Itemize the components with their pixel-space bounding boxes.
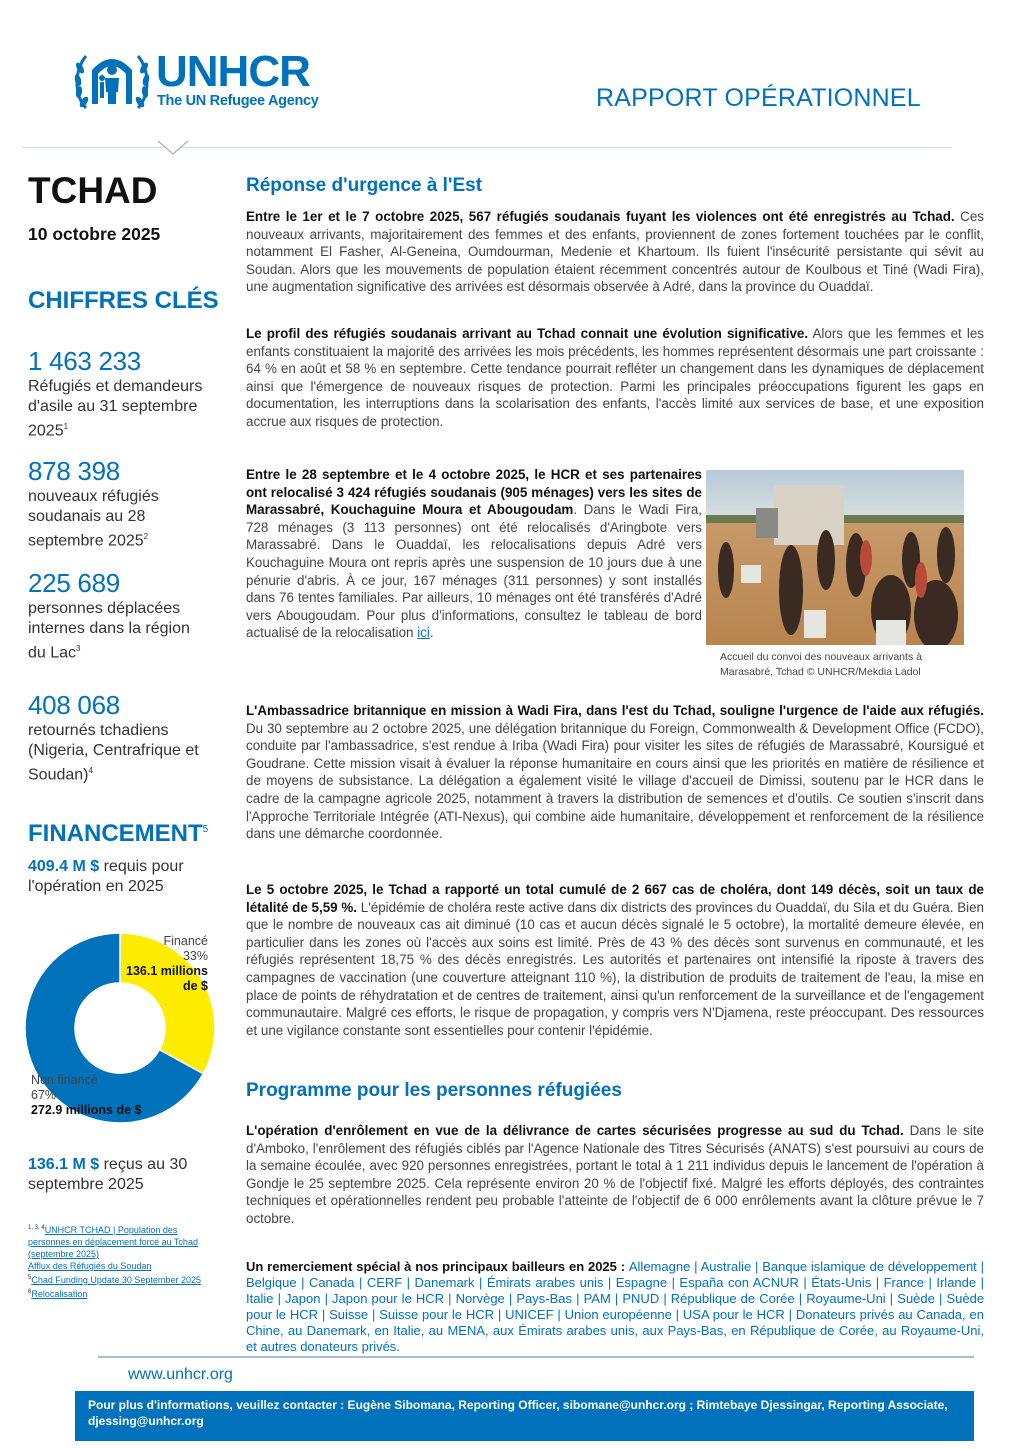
funded-pct: 33%	[182, 949, 208, 963]
donor-separator: |	[659, 1291, 671, 1306]
donor-separator: |	[553, 1307, 565, 1322]
donor-separator: |	[368, 1307, 380, 1322]
donor-name: Pays-Bas	[516, 1291, 572, 1306]
donor-name: Norvège	[455, 1291, 505, 1306]
donor-separator: |	[296, 1275, 309, 1290]
donor-separator: |	[667, 1275, 680, 1290]
donor-name: Belgique	[246, 1275, 297, 1290]
chevron-down-icon	[157, 140, 189, 156]
donor-name: Italie	[246, 1291, 274, 1306]
donor-separator: |	[354, 1275, 367, 1290]
donor-name: Espagne	[615, 1275, 668, 1290]
website-link[interactable]: www.unhcr.org	[128, 1366, 233, 1383]
logo-wordmark: UNHCR	[156, 47, 310, 96]
donor-name: Irlande	[936, 1275, 977, 1290]
donor-name: Suisse pour le HCR	[379, 1307, 495, 1322]
donor-separator: |	[610, 1291, 623, 1306]
section-title-emergency: Réponse d'urgence à l'Est	[246, 175, 483, 196]
donor-name: Donateurs privés au Canada, en Chine, au Danemark, en Italie, au MENA, aux Émirats arabes unis, aux Pays-Bas, en République de Corée, au Royaume-Uni, et autres donateurs privés.	[246, 1307, 984, 1354]
donor-name: Allemagne	[628, 1259, 691, 1274]
key-figure-value: 408 068	[28, 690, 120, 720]
unfunded-label	[31, 1073, 201, 1118]
donor-separator: |	[924, 1275, 937, 1290]
photo-image-icon	[706, 470, 964, 645]
donor-name: PAM	[583, 1291, 611, 1306]
key-figure-returnees	[28, 690, 218, 785]
donor-name: Danemark	[414, 1275, 475, 1290]
donor-separator: |	[402, 1275, 415, 1290]
unfunded-name: Non financé	[31, 1073, 98, 1087]
donor-name: CERF	[366, 1275, 403, 1290]
funding-received: 136.1 M $ reçus au 30 septembre 2025	[28, 1156, 188, 1193]
country-title: TCHAD	[28, 170, 158, 211]
donor-separator: |	[444, 1291, 456, 1306]
donor-name: Royaume-Uni	[806, 1291, 886, 1306]
photo-caption: Accueil du convoi des nouveaux arrivants à Marasabré, Tchad © UNHCR/Mekdia Ladol	[720, 651, 922, 678]
donor-name: Union européenne	[564, 1307, 672, 1322]
logo-tagline: The UN Refugee Agency	[157, 93, 319, 109]
key-figure-desc: Réfugiés et demandeurs d'asile au 31 septembre 2025$^1$	[28, 378, 203, 440]
paragraph-relocation: Entre le 28 septembre et le 4 octobre 2025, le HCR et ses partenaires ont relocalisé 3 424 réfugiés soudanais (905 ménages) vers les sites de Marassabré, Kouchaguine Moura et Abougoudam. Dans le Wadi Fira, 728 ménages (3 113 personnes) ont été relocalisés d'Aringbote vers Marassabré. Dans le Ouaddaï, les relocalisations depuis Adré vers Kouchaguine Moura ont repris après une suspension de 10 jours due à une pénurie d'abris. À ce jour, 167 ménages (311 personnes) y sont installés dans 76 tentes familiales. Par ailleurs, 10 ménages ont été transférés d'Adré vers Abougoudam. Pour plus d'informations, consultez le tableau de bord actualisé de la relocalisation ici.	[246, 467, 703, 641]
key-figure-desc: nouveaux réfugiés soudanais au 28 septembre 2025$^2$	[28, 488, 159, 550]
paragraph-profile: Le profil des réfugiés soudanais arrivant au Tchad connait une évolution significative. Alors que les femmes et les enfants constituaient la majorité des arrivées les mois précédents, les hommes représentent désormais une part croissante : 64 % en août et 58 % en septembre. Cette tendance pourrait refléter un changement dans les dynamiques de déplacement ainsi que l'émergence de nouveaux risques de protection. Parmi les principales préoccupations figurent les gaps en documentation, les interruptions dans la scolarisation des enfants, l'accès limité aux services de base, et une exposition accrue aux risques de protection.	[246, 326, 984, 429]
unfunded-amount: 272.9 millions de $	[31, 1103, 142, 1117]
relocation-dashboard-link[interactable]: ici	[417, 625, 430, 641]
funded-label	[120, 934, 208, 994]
key-figure-new-refugees	[28, 456, 178, 551]
funded-amount: 136.1 millions de $	[126, 964, 208, 993]
donors-acknowledgement: Un remerciement spécial à nos principaux bailleurs en 2025 : Allemagne | Australie | Banque islamique de développement | Belgique | Canada | CERF | Danemark | Émirats arabes unis | Espagne | España con ACNUR | États-Unis | France | Irlande | Italie | Japon | Japon pour le HCR | Norvège | Pays-Bas | PAM | PNUD | République de Corée | Royaume-Uni | Suède | Suède pour le HCR | Suisse | Suisse pour le HCR | UNICEF | Union européenne | USA pour le HCR | Donateurs privés au Canada, en Chine, au Danemark, en Italie, au MENA, aux Émirats arabes unis, aux Pays-Bas, en République de Corée, au Royaume-Uni, et autres donateurs privés.	[246, 1259, 985, 1354]
unhcr-emblem-icon	[72, 48, 152, 116]
donor-name: España con ACNUR	[679, 1275, 799, 1290]
funding-heading: FINANCEMENT$^5$	[28, 820, 209, 847]
donor-separator: |	[603, 1275, 616, 1290]
unfunded-pct: 67%	[31, 1088, 57, 1102]
donor-name: USA pour le HCR	[682, 1307, 785, 1322]
footnotes: $^{1, 3, 4}$UNHCR TCHAD | Population des personnes en déplacement forcé au Tchad (septembre 2025) Afflux des Réfugiés du Soudan $^5$Chad Funding Update 30 September 2025 $^6$Relocalisation	[28, 1225, 201, 1299]
key-figure-desc: retournés tchadiens (Nigeria, Centrafrique et Soudan)$^4$	[28, 722, 199, 784]
donor-separator: |	[320, 1291, 333, 1306]
donor-separator: |	[934, 1291, 947, 1306]
footnote-link-sudan-influx[interactable]: Afflux des Réfugiés du Soudan	[28, 1261, 152, 1271]
donor-separator: |	[794, 1291, 807, 1306]
donor-name: République de Corée	[670, 1291, 795, 1306]
footnote-link-funding-update[interactable]: Chad Funding Update 30 September 2025	[31, 1275, 201, 1285]
donor-separator: |	[474, 1275, 487, 1290]
footnote-link-relocation[interactable]: Relocalisation	[31, 1289, 88, 1299]
report-date: 10 octobre 2025	[28, 224, 161, 244]
key-figure-value: 225 689	[28, 568, 120, 598]
section-title-refugee-programme: Programme pour les personnes réfugiées	[246, 1080, 622, 1101]
key-figures-heading: CHIFFRES CLÉS	[28, 287, 219, 314]
donor-separator: |	[784, 1307, 796, 1322]
paragraph-cholera: Le 5 octobre 2025, le Tchad a rapporté un total cumulé de 2 667 cas de choléra, dont 149 décès, soit un taux de létalité de 5,59 %. L'épidémie de choléra reste active dans dix districts des provinces du Ouaddaï, du Sila et du Guéra. Bien que le nombre de nouveaux cas ait diminué (10 cas et aucun décès signalé le 5 octobre), la mortalité demeure élevée, en particulier dans les zones où l'accès aux soins est limité. Près de 43 % des décès sont survenus en communauté, et les réfugiés représentent 18,75 % des décès enregistrés. Les autorités et partenaires ont intensifié la riposte à travers des campagnes de vaccination (une couverture atteignant 110 %), la distribution de produits de traitement de l'eau, la mise en place de points de réhydratation et de centres de traitement, ainsi qu'un renforcement de la surveillance et de l'engagement communautaire. Malgré ces efforts, le risque de propagation, y compris vers N'Djamena, reste préoccupant. Des ressources et une vigilance constante sont essentielles pour contenir l'épidémie.	[246, 882, 984, 1038]
key-figure-refugees	[28, 346, 228, 441]
donor-separator: |	[871, 1275, 884, 1290]
key-figure-idps	[28, 568, 208, 663]
donor-name: Australie	[700, 1259, 752, 1274]
donor-name: Banque islamique de développement	[762, 1259, 977, 1274]
funded-name: Financé	[163, 934, 208, 948]
donor-name: Suède pour le HCR	[246, 1291, 985, 1322]
footer-divider	[98, 1356, 974, 1358]
donor-name: Suède	[897, 1291, 935, 1306]
contact-info: Pour plus d'informations, veuillez contacter : Eugène Sibomana, Reporting Officer, sibomane@unhcr.org ; Rimtebaye Djessingar, Reporting Associate, djessing@unhcr.org	[88, 1398, 948, 1428]
paragraph-enrolment: L'opération d'enrôlement en vue de la délivrance de cartes sécurisées progresse au sud du Tchad. Dans le site d'Amboko, l'enrôlement des réfugiés ciblés par l'Agence Nationale des Titres Sécurisés (ANATS) s'est poursuivi au cours de la semaine écoulée, avec 920 personnes enregistrées, portant le total à 1 211 individus depuis le lancement de l'opération à Gondje le 25 septembre 2025. Cela représente environ 20 % de l'objectif fixé. Malgré les efforts déployés, des contraintes techniques et opérationnelles rendent peu probable l'atteinte de l'objectif de 6 000 enrôlements avant la clôture prévue le 7 octobre.	[246, 1123, 984, 1226]
donor-name: Japon	[285, 1291, 321, 1306]
donor-separator: |	[273, 1291, 286, 1306]
donor-separator: |	[318, 1307, 330, 1322]
donor-name: Japon pour le HCR	[332, 1291, 445, 1306]
donor-separator: |	[751, 1259, 763, 1274]
donor-name: UNICEF	[505, 1307, 554, 1322]
paragraph-british-ambassador: L'Ambassadrice britannique en mission à Wadi Fira, dans l'est du Tchad, souligne l'urgence de l'aide aux réfugiés. Du 30 septembre au 2 octobre 2025, une délégation britannique du Foreign, Commonwealth & Development Office (FCDO), conduite par l'ambassadrice, s'est rendue à Iriba (Wadi Fira) pour visiter les sites de réfugiés de Marassabré, Koursigué et Goudrane. Cette mission visait à évaluer la réponse humanitaire en cours ainsi que les priorités en matière de résilience et de moyens de subsistance. La délégation a également visité le village d'accueil de Dimissi, soutenu par le HCR dans le cadre de la campagne agricole 2025, notamment à travers la distribution de semences et d'outils. Ce soutien s'inscrit dans l'Approche Territoriale Intégrée (ATI-Nexus), qui combine aide humanitaire, développement et renforcement de la résilience dans une démarche coordonnée.	[246, 703, 984, 842]
donor-separator: |	[690, 1259, 701, 1274]
donor-separator: |	[885, 1291, 898, 1306]
donor-separator: |	[976, 1275, 984, 1290]
funding-required: 409.4 M $ requis pour l'opération en 2025	[28, 858, 184, 895]
convoy-photo	[706, 470, 964, 645]
donor-separator: |	[798, 1275, 812, 1290]
donor-separator: |	[976, 1259, 984, 1274]
donor-name: PNUD	[622, 1291, 660, 1306]
key-figure-value: 1 463 233	[28, 346, 141, 376]
key-figure-value: 878 398	[28, 456, 120, 486]
donor-separator: |	[494, 1307, 506, 1322]
donor-separator: |	[504, 1291, 517, 1306]
funding-received-amount: 136.1 M $	[28, 1156, 100, 1173]
donor-separator: |	[572, 1291, 584, 1306]
funding-required-amount: 409.4 M $	[28, 858, 100, 875]
donor-name: Émirats arabes unis	[486, 1275, 604, 1290]
donor-name: Canada	[308, 1275, 355, 1290]
report-type-title: RAPPORT OPÉRATIONNEL	[596, 84, 921, 112]
donor-name: États-Unis	[811, 1275, 872, 1290]
footnote-link-population[interactable]: UNHCR TCHAD | Population des personnes en déplacement forcé au Tchad (septembre 2025)	[28, 1225, 198, 1259]
donor-name: France	[883, 1275, 925, 1290]
donor-separator: |	[671, 1307, 683, 1322]
paragraph-new-arrivals: Entre le 1er et le 7 octobre 2025, 567 réfugiés soudanais fuyant les violences ont été enregistrés au Tchad. Ces nouveaux arrivants, majoritairement des femmes et des enfants, proviennent de zones fortement touchées par le conflit, notamment El Fasher, Al-Geneina, Oumdourman, Medenie et Khartoum. Ils fuient l'insécurité persistante qui sévit au Soudan. Alors que les mouvements de population étaient récemment concentrés autour de Koulbous et Tiné (Wadi Fira), une augmentation significative des arrivées est désormais observée à Adré, dans la province du Ouaddaï.	[246, 209, 984, 295]
key-figure-desc: personnes déplacées internes dans la région du Lac$^3$	[28, 600, 190, 662]
donor-name: Suisse	[329, 1307, 369, 1322]
